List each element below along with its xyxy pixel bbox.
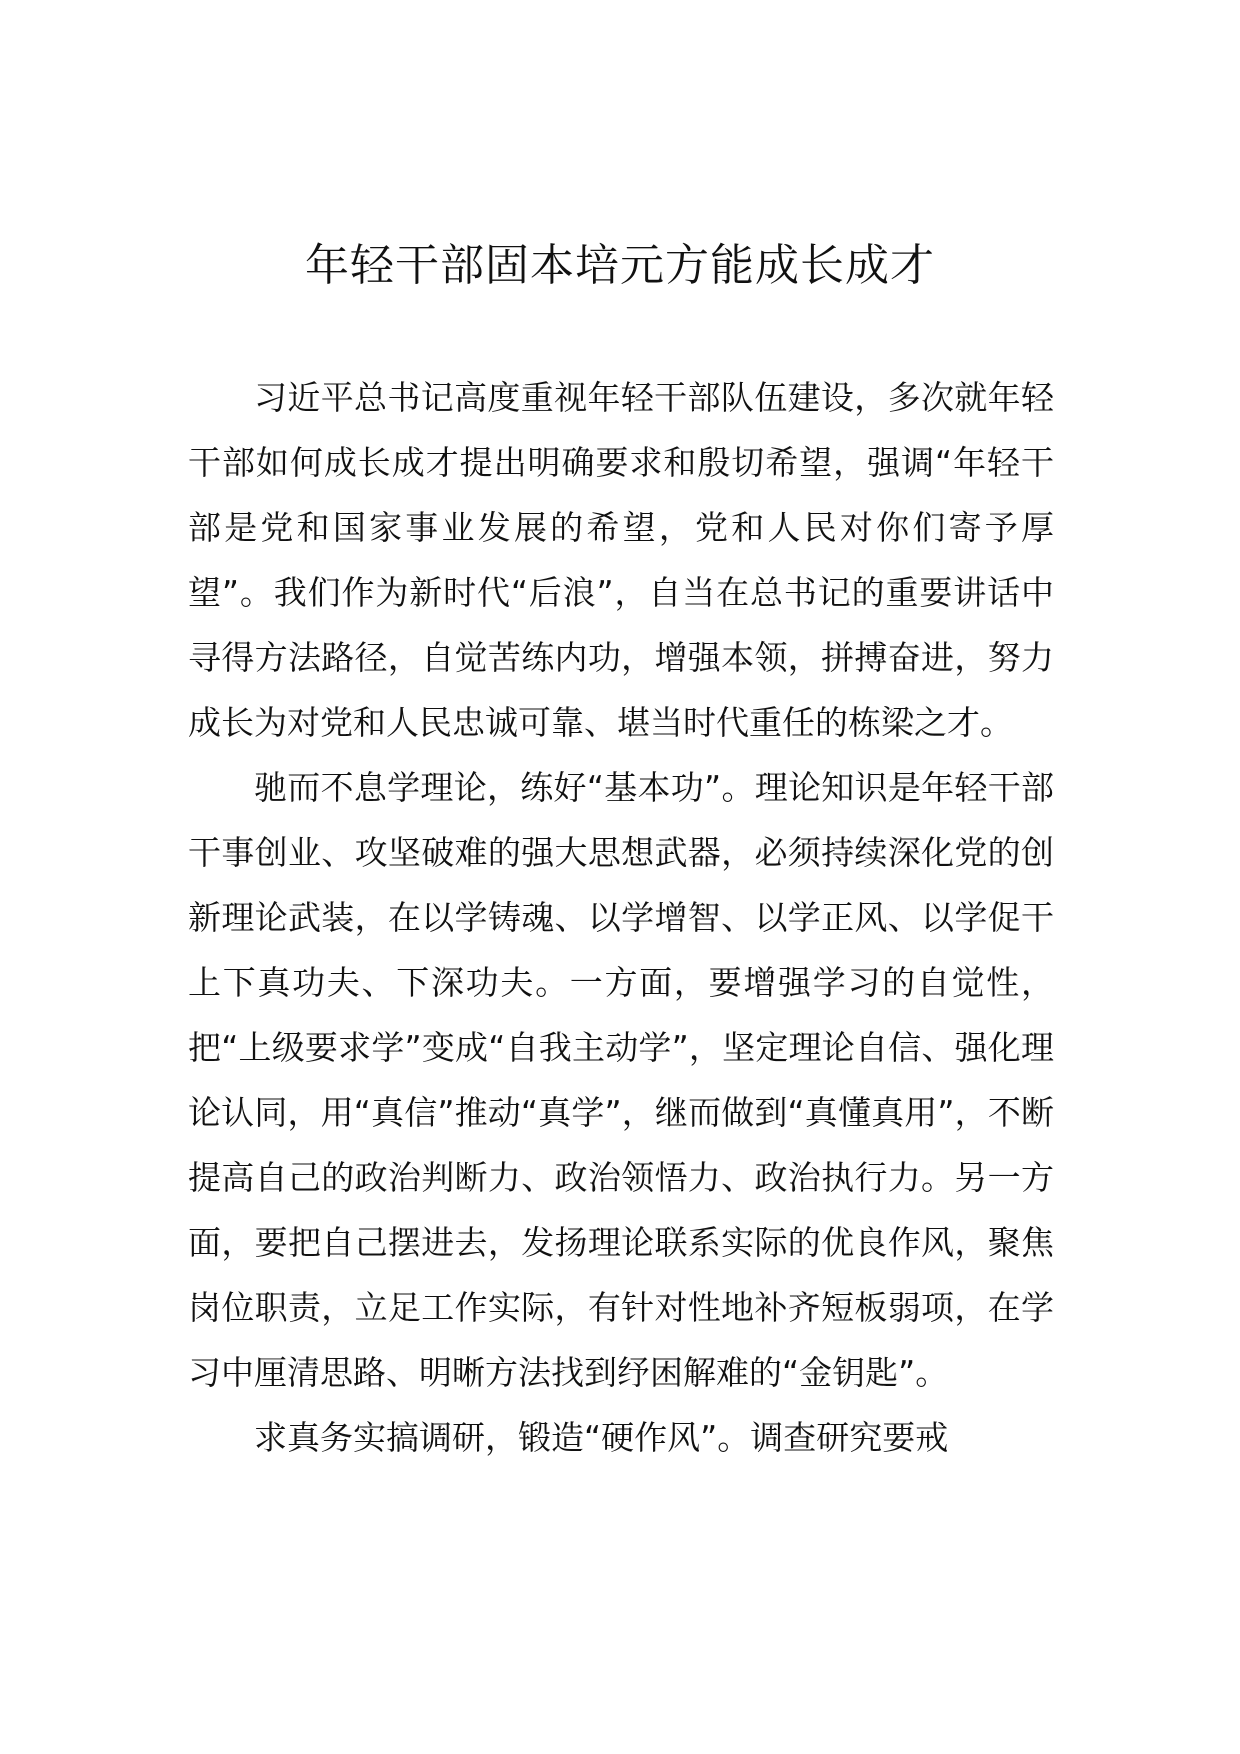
paragraph-theory-study: 驰而不息学理论，练好“基本功”。理论知识是年轻干部干事创业、攻坚破难的强大思想武器，必须持续深化党的创新理论武装，在以学铸魂、以学增智、以学正风、以学促干上下真功夫、下深功夫。一方面，要增强学习的自觉性，把“上级要求学”变成“自我主动学”，坚定理论自信、强化理论认同，用“真信”推动“真学”，继而做到“真懂真用”，不断提高自己的政治判断力、政治领悟力、政治执行力。另一方面，要把自己摆进去，发扬理论联系实际的优良作风，聚焦岗位职责，立足工作实际，有针对性地补齐短板弱项，在学习中厘清思路、明晰方法找到纾困解难的“金钥匙”。 — [188, 768, 1054, 1392]
paragraph-research: 求真务实搞调研，锻造“硬作风”。调查研究要戒 — [254, 1418, 949, 1457]
document-title: 年轻干部固本培元方能成长成才 — [305, 240, 935, 291]
paragraph-intro: 习近平总书记高度重视年轻干部队伍建设，多次就年轻干部如何成长成才提出明确要求和殷切希望，强调“年轻干部是党和国家事业发展的希望，党和人民对你们寄予厚望”。我们作为新时代“后浪”，自当在总书记的重要讲话中寻得方法路径，自觉苦练内功，增强本领，拼搏奋进，努力成长为对党和人民忠诚可靠、堪当时代重任的栋梁之才。 — [188, 378, 1054, 742]
document-body — [188, 365, 1054, 1470]
